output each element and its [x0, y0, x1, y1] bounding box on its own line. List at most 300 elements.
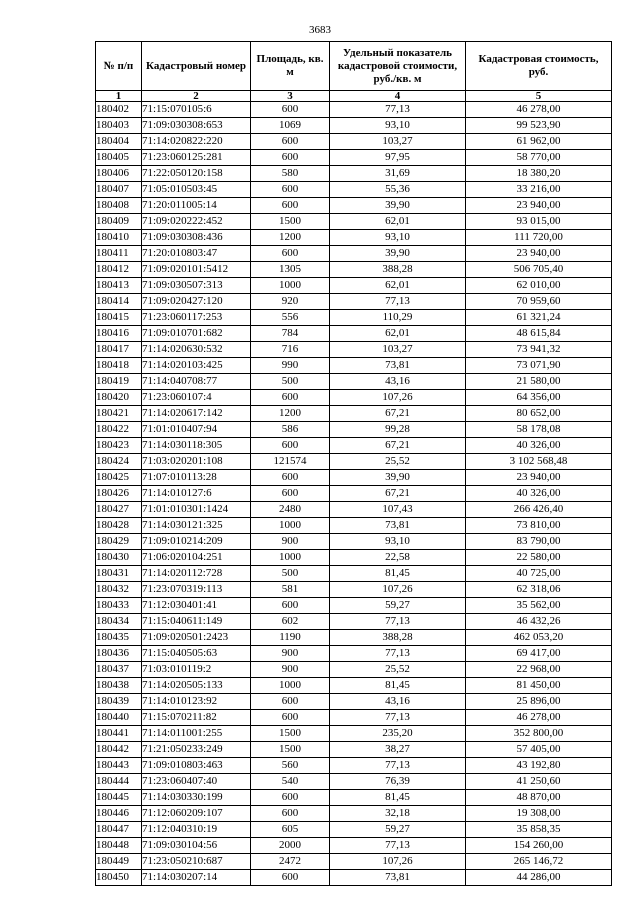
cadastral-value-cell: 462 053,20	[466, 630, 612, 646]
specific-value-cell: 32,18	[330, 806, 466, 822]
area-cell: 2000	[251, 838, 330, 854]
cadastral-number-cell: 71:09:010214:209	[142, 534, 251, 550]
row-number-cell: 180446	[96, 806, 142, 822]
cadastral-value-cell: 62 318,06	[466, 582, 612, 598]
row-number-cell: 180429	[96, 534, 142, 550]
table-row	[96, 198, 612, 214]
specific-value-cell: 93,10	[330, 230, 466, 246]
specific-value-cell: 73,81	[330, 870, 466, 886]
column-number: 1	[96, 91, 142, 102]
column-number: 3	[251, 91, 330, 102]
cadastral-value-cell: 21 580,00	[466, 374, 612, 390]
cadastral-number-cell: 71:14:011001:255	[142, 726, 251, 742]
specific-value-cell: 73,81	[330, 358, 466, 374]
column-number: 5	[466, 91, 612, 102]
area-cell: 600	[251, 870, 330, 886]
table-row	[96, 550, 612, 566]
specific-value-cell: 99,28	[330, 422, 466, 438]
area-cell: 600	[251, 694, 330, 710]
table-row	[96, 742, 612, 758]
area-cell: 1190	[251, 630, 330, 646]
cadastral-value-cell: 46 278,00	[466, 102, 612, 118]
specific-value-cell: 39,90	[330, 246, 466, 262]
table-row	[96, 166, 612, 182]
table-row	[96, 502, 612, 518]
row-number-cell: 180424	[96, 454, 142, 470]
cadastral-number-cell: 71:23:070319:113	[142, 582, 251, 598]
cadastral-value-cell: 61 321,24	[466, 310, 612, 326]
area-cell: 1200	[251, 230, 330, 246]
column-number: 2	[142, 91, 251, 102]
area-cell: 600	[251, 806, 330, 822]
specific-value-cell: 77,13	[330, 294, 466, 310]
specific-value-cell: 77,13	[330, 838, 466, 854]
cadastral-number-cell: 71:14:030121:325	[142, 518, 251, 534]
area-cell: 600	[251, 390, 330, 406]
area-cell: 602	[251, 614, 330, 630]
row-number-cell: 180448	[96, 838, 142, 854]
row-number-cell: 180436	[96, 646, 142, 662]
cadastral-number-cell: 71:07:010113:28	[142, 470, 251, 486]
cadastral-number-cell: 71:03:010119:2	[142, 662, 251, 678]
area-cell: 600	[251, 438, 330, 454]
table-row	[96, 406, 612, 422]
cadastral-value-cell: 46 432,26	[466, 614, 612, 630]
row-number-cell: 180412	[96, 262, 142, 278]
specific-value-cell: 388,28	[330, 262, 466, 278]
row-number-cell: 180439	[96, 694, 142, 710]
row-number-cell: 180428	[96, 518, 142, 534]
cadastral-number-cell: 71:14:020505:133	[142, 678, 251, 694]
cadastral-number-cell: 71:12:030401:41	[142, 598, 251, 614]
cadastral-value-cell: 64 356,00	[466, 390, 612, 406]
cadastral-value-cell: 62 010,00	[466, 278, 612, 294]
cadastral-number-cell: 71:14:020630:532	[142, 342, 251, 358]
row-number-cell: 180423	[96, 438, 142, 454]
cadastral-value-cell: 23 940,00	[466, 470, 612, 486]
cadastral-number-cell: 71:03:020201:108	[142, 454, 251, 470]
cadastral-value-cell: 40 326,00	[466, 486, 612, 502]
area-cell: 500	[251, 566, 330, 582]
column-number-row	[96, 91, 612, 102]
cadastral-number-cell: 71:12:040310:19	[142, 822, 251, 838]
table-row	[96, 534, 612, 550]
area-cell: 540	[251, 774, 330, 790]
table-row	[96, 838, 612, 854]
cadastral-value-cell: 22 580,00	[466, 550, 612, 566]
table-row	[96, 374, 612, 390]
table-row	[96, 230, 612, 246]
row-number-cell: 180427	[96, 502, 142, 518]
row-number-cell: 180416	[96, 326, 142, 342]
specific-value-cell: 81,45	[330, 790, 466, 806]
cadastral-number-cell: 71:14:030330:199	[142, 790, 251, 806]
cadastral-number-cell: 71:23:060125:281	[142, 150, 251, 166]
area-cell: 600	[251, 198, 330, 214]
cadastral-number-cell: 71:09:020427:120	[142, 294, 251, 310]
specific-value-cell: 235,20	[330, 726, 466, 742]
table-row	[96, 390, 612, 406]
cadastral-value-cell: 58 178,08	[466, 422, 612, 438]
specific-value-cell: 107,26	[330, 390, 466, 406]
cadastral-value-cell: 35 858,35	[466, 822, 612, 838]
cadastral-number-cell: 71:14:020103:425	[142, 358, 251, 374]
cadastral-value-cell: 81 450,00	[466, 678, 612, 694]
column-number: 4	[330, 91, 466, 102]
area-cell: 1000	[251, 518, 330, 534]
header-area: Площадь, кв. м	[251, 42, 330, 91]
cadastral-number-cell: 71:05:010503:45	[142, 182, 251, 198]
cadastral-number-cell: 71:14:030207:14	[142, 870, 251, 886]
specific-value-cell: 103,27	[330, 134, 466, 150]
table-row	[96, 438, 612, 454]
cadastral-number-cell: 71:15:040611:149	[142, 614, 251, 630]
area-cell: 600	[251, 598, 330, 614]
row-number-cell: 180425	[96, 470, 142, 486]
table-row	[96, 214, 612, 230]
table-row	[96, 646, 612, 662]
cadastral-value-cell: 43 192,80	[466, 758, 612, 774]
area-cell: 900	[251, 534, 330, 550]
specific-value-cell: 93,10	[330, 534, 466, 550]
specific-value-cell: 388,28	[330, 630, 466, 646]
table-row	[96, 310, 612, 326]
specific-value-cell: 77,13	[330, 758, 466, 774]
area-cell: 560	[251, 758, 330, 774]
area-cell: 1000	[251, 678, 330, 694]
row-number-cell: 180437	[96, 662, 142, 678]
area-cell: 1500	[251, 214, 330, 230]
table-row	[96, 774, 612, 790]
row-number-cell: 180417	[96, 342, 142, 358]
table-row	[96, 118, 612, 134]
table-row	[96, 518, 612, 534]
cadastral-value-cell: 3 102 568,48	[466, 454, 612, 470]
specific-value-cell: 81,45	[330, 678, 466, 694]
cadastral-value-cell: 48 870,00	[466, 790, 612, 806]
specific-value-cell: 107,43	[330, 502, 466, 518]
specific-value-cell: 59,27	[330, 598, 466, 614]
row-number-cell: 180438	[96, 678, 142, 694]
specific-value-cell: 67,21	[330, 406, 466, 422]
cadastral-number-cell: 71:01:010407:94	[142, 422, 251, 438]
cadastral-value-cell: 18 380,20	[466, 166, 612, 182]
cadastral-value-cell: 41 250,60	[466, 774, 612, 790]
row-number-cell: 180431	[96, 566, 142, 582]
specific-value-cell: 77,13	[330, 614, 466, 630]
cadastral-value-cell: 57 405,00	[466, 742, 612, 758]
page-number: 3683	[309, 24, 331, 36]
row-number-cell: 180402	[96, 102, 142, 118]
cadastral-number-cell: 71:15:040505:63	[142, 646, 251, 662]
table-row	[96, 470, 612, 486]
table-row	[96, 694, 612, 710]
specific-value-cell: 38,27	[330, 742, 466, 758]
area-cell: 600	[251, 710, 330, 726]
table-row	[96, 246, 612, 262]
area-cell: 1305	[251, 262, 330, 278]
cadastral-number-cell: 71:23:060107:4	[142, 390, 251, 406]
cadastral-value-cell: 40 725,00	[466, 566, 612, 582]
area-cell: 600	[251, 102, 330, 118]
specific-value-cell: 97,95	[330, 150, 466, 166]
specific-value-cell: 39,90	[330, 470, 466, 486]
cadastral-number-cell: 71:01:010301:1424	[142, 502, 251, 518]
table-row	[96, 278, 612, 294]
cadastral-value-cell: 80 652,00	[466, 406, 612, 422]
table-row	[96, 566, 612, 582]
area-cell: 1069	[251, 118, 330, 134]
specific-value-cell: 73,81	[330, 518, 466, 534]
row-number-cell: 180443	[96, 758, 142, 774]
area-cell: 586	[251, 422, 330, 438]
cadastral-number-cell: 71:14:030118:305	[142, 438, 251, 454]
cadastral-value-cell: 93 015,00	[466, 214, 612, 230]
row-number-cell: 180433	[96, 598, 142, 614]
area-cell: 605	[251, 822, 330, 838]
area-cell: 1000	[251, 278, 330, 294]
specific-value-cell: 43,16	[330, 694, 466, 710]
table-row	[96, 598, 612, 614]
specific-value-cell: 25,52	[330, 454, 466, 470]
table-row	[96, 726, 612, 742]
row-number-cell: 180434	[96, 614, 142, 630]
header-cadastral-value: Кадастровая стоимость, руб.	[466, 42, 612, 91]
cadastral-number-cell: 71:14:010123:92	[142, 694, 251, 710]
row-number-cell: 180440	[96, 710, 142, 726]
cadastral-number-cell: 71:09:030507:313	[142, 278, 251, 294]
row-number-cell: 180413	[96, 278, 142, 294]
row-number-cell: 180403	[96, 118, 142, 134]
cadastral-value-cell: 352 800,00	[466, 726, 612, 742]
table-row	[96, 342, 612, 358]
area-cell: 1200	[251, 406, 330, 422]
row-number-cell: 180405	[96, 150, 142, 166]
row-number-cell: 180426	[96, 486, 142, 502]
specific-value-cell: 76,39	[330, 774, 466, 790]
table-row	[96, 182, 612, 198]
table-row	[96, 758, 612, 774]
header-cadastral-number: Кадастровый номер	[142, 42, 251, 91]
cadastral-number-cell: 71:23:060117:253	[142, 310, 251, 326]
area-cell: 1000	[251, 550, 330, 566]
row-number-cell: 180411	[96, 246, 142, 262]
row-number-cell: 180430	[96, 550, 142, 566]
specific-value-cell: 103,27	[330, 342, 466, 358]
specific-value-cell: 77,13	[330, 646, 466, 662]
row-number-cell: 180414	[96, 294, 142, 310]
row-number-cell: 180422	[96, 422, 142, 438]
table-row	[96, 262, 612, 278]
area-cell: 920	[251, 294, 330, 310]
cadastral-value-cell: 19 308,00	[466, 806, 612, 822]
area-cell: 784	[251, 326, 330, 342]
specific-value-cell: 107,26	[330, 854, 466, 870]
area-cell: 600	[251, 134, 330, 150]
cadastral-value-cell: 22 968,00	[466, 662, 612, 678]
cadastral-number-cell: 71:14:040708:77	[142, 374, 251, 390]
cadastral-value-cell: 99 523,90	[466, 118, 612, 134]
table-row	[96, 790, 612, 806]
table-row	[96, 678, 612, 694]
row-number-cell: 180408	[96, 198, 142, 214]
specific-value-cell: 107,26	[330, 582, 466, 598]
row-number-cell: 180444	[96, 774, 142, 790]
cadastral-value-cell: 506 705,40	[466, 262, 612, 278]
cadastral-value-cell: 70 959,60	[466, 294, 612, 310]
table-row	[96, 806, 612, 822]
table-row	[96, 614, 612, 630]
row-number-cell: 180432	[96, 582, 142, 598]
specific-value-cell: 67,21	[330, 438, 466, 454]
area-cell: 556	[251, 310, 330, 326]
area-cell: 2480	[251, 502, 330, 518]
area-cell: 600	[251, 486, 330, 502]
specific-value-cell: 110,29	[330, 310, 466, 326]
area-cell: 600	[251, 790, 330, 806]
cadastral-number-cell: 71:09:010803:463	[142, 758, 251, 774]
area-cell: 716	[251, 342, 330, 358]
cadastral-number-cell: 71:06:020104:251	[142, 550, 251, 566]
table-row	[96, 710, 612, 726]
cadastral-value-cell: 58 770,00	[466, 150, 612, 166]
header-specific-value: Удельный показатель кадастровой стоимости, руб./кв. м	[330, 42, 466, 91]
cadastral-number-cell: 71:14:020617:142	[142, 406, 251, 422]
row-number-cell: 180406	[96, 166, 142, 182]
specific-value-cell: 62,01	[330, 326, 466, 342]
cadastral-number-cell: 71:14:010127:6	[142, 486, 251, 502]
table-row	[96, 822, 612, 838]
cadastral-number-cell: 71:22:050120:158	[142, 166, 251, 182]
cadastral-number-cell: 71:09:030104:56	[142, 838, 251, 854]
row-number-cell: 180409	[96, 214, 142, 230]
specific-value-cell: 93,10	[330, 118, 466, 134]
cadastral-value-cell: 35 562,00	[466, 598, 612, 614]
area-cell: 1500	[251, 726, 330, 742]
cadastral-value-cell: 46 278,00	[466, 710, 612, 726]
cadastral-number-cell: 71:15:070211:82	[142, 710, 251, 726]
table-row	[96, 854, 612, 870]
table-row	[96, 870, 612, 886]
row-number-cell: 180445	[96, 790, 142, 806]
specific-value-cell: 39,90	[330, 198, 466, 214]
cadastral-value-cell: 73 810,00	[466, 518, 612, 534]
specific-value-cell: 62,01	[330, 214, 466, 230]
area-cell: 900	[251, 662, 330, 678]
table-row	[96, 582, 612, 598]
specific-value-cell: 59,27	[330, 822, 466, 838]
row-number-cell: 180407	[96, 182, 142, 198]
cadastral-value-cell: 83 790,00	[466, 534, 612, 550]
row-number-cell: 180450	[96, 870, 142, 886]
row-number-cell: 180421	[96, 406, 142, 422]
row-number-cell: 180420	[96, 390, 142, 406]
cadastral-value-cell: 25 896,00	[466, 694, 612, 710]
row-number-cell: 180418	[96, 358, 142, 374]
cadastral-value-cell: 23 940,00	[466, 246, 612, 262]
area-cell: 990	[251, 358, 330, 374]
cadastral-value-cell: 73 071,90	[466, 358, 612, 374]
cadastral-number-cell: 71:23:060407:40	[142, 774, 251, 790]
row-number-cell: 180410	[96, 230, 142, 246]
table-row	[96, 150, 612, 166]
table-row	[96, 662, 612, 678]
row-number-cell: 180435	[96, 630, 142, 646]
row-number-cell: 180419	[96, 374, 142, 390]
cadastral-number-cell: 71:20:011005:14	[142, 198, 251, 214]
cadastral-value-cell: 40 326,00	[466, 438, 612, 454]
cadastral-value-cell: 265 146,72	[466, 854, 612, 870]
row-number-cell: 180404	[96, 134, 142, 150]
table-header-row	[96, 42, 612, 91]
specific-value-cell: 31,69	[330, 166, 466, 182]
table-row	[96, 134, 612, 150]
cadastral-value-cell: 73 941,32	[466, 342, 612, 358]
cadastral-number-cell: 71:09:010701:682	[142, 326, 251, 342]
cadastral-number-cell: 71:21:050233:249	[142, 742, 251, 758]
cadastral-number-cell: 71:20:010803:47	[142, 246, 251, 262]
table-row	[96, 454, 612, 470]
area-cell: 600	[251, 246, 330, 262]
specific-value-cell: 25,52	[330, 662, 466, 678]
area-cell: 600	[251, 182, 330, 198]
area-cell: 600	[251, 470, 330, 486]
area-cell: 121574	[251, 454, 330, 470]
area-cell: 580	[251, 166, 330, 182]
cadastral-value-cell: 33 216,00	[466, 182, 612, 198]
cadastral-value-cell: 48 615,84	[466, 326, 612, 342]
table-body	[96, 102, 612, 886]
cadastral-number-cell: 71:14:020112:728	[142, 566, 251, 582]
area-cell: 2472	[251, 854, 330, 870]
table-row	[96, 326, 612, 342]
table-row	[96, 486, 612, 502]
row-number-cell: 180449	[96, 854, 142, 870]
row-number-cell: 180442	[96, 742, 142, 758]
row-number-cell: 180441	[96, 726, 142, 742]
cadastral-number-cell: 71:12:060209:107	[142, 806, 251, 822]
cadastral-value-cell: 266 426,40	[466, 502, 612, 518]
cadastral-number-cell: 71:09:030308:653	[142, 118, 251, 134]
specific-value-cell: 22,58	[330, 550, 466, 566]
area-cell: 581	[251, 582, 330, 598]
specific-value-cell: 67,21	[330, 486, 466, 502]
cadastral-value-cell: 111 720,00	[466, 230, 612, 246]
cadastral-number-cell: 71:09:020501:2423	[142, 630, 251, 646]
cadastral-number-cell: 71:23:050210:687	[142, 854, 251, 870]
area-cell: 500	[251, 374, 330, 390]
specific-value-cell: 77,13	[330, 102, 466, 118]
cadastral-value-table	[95, 41, 612, 886]
cadastral-number-cell: 71:09:020222:452	[142, 214, 251, 230]
header-row-number: № п/п	[96, 42, 142, 91]
specific-value-cell: 81,45	[330, 566, 466, 582]
cadastral-value-cell: 44 286,00	[466, 870, 612, 886]
cadastral-value-cell: 154 260,00	[466, 838, 612, 854]
cadastral-value-cell: 61 962,00	[466, 134, 612, 150]
table-row	[96, 422, 612, 438]
cadastral-number-cell: 71:14:020822:220	[142, 134, 251, 150]
area-cell: 1500	[251, 742, 330, 758]
row-number-cell: 180447	[96, 822, 142, 838]
cadastral-number-cell: 71:15:070105:6	[142, 102, 251, 118]
specific-value-cell: 62,01	[330, 278, 466, 294]
area-cell: 900	[251, 646, 330, 662]
cadastral-number-cell: 71:09:030308:436	[142, 230, 251, 246]
table-row	[96, 294, 612, 310]
cadastral-value-cell: 69 417,00	[466, 646, 612, 662]
specific-value-cell: 43,16	[330, 374, 466, 390]
